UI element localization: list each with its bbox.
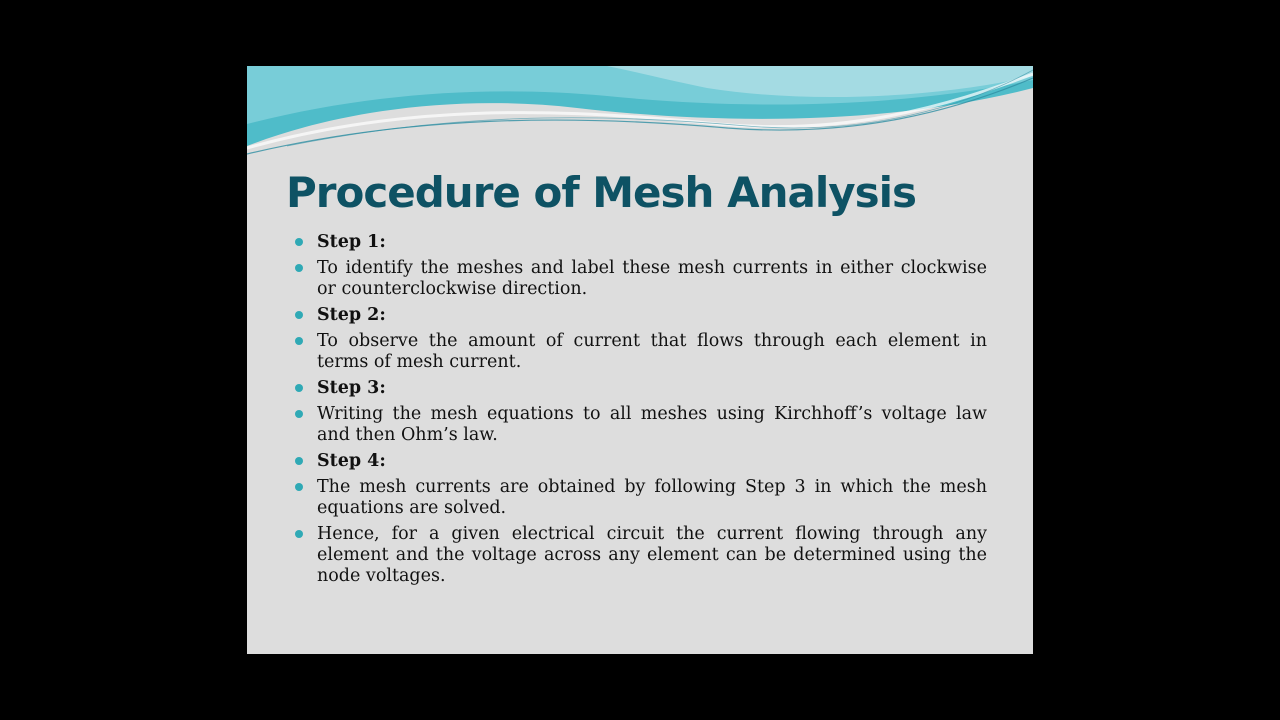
bullet-step-3 (293, 378, 987, 399)
bullet-conclusion (293, 524, 987, 587)
bullet-step-4 (293, 451, 987, 472)
bullet-text: The mesh currents are obtained by following Step 3 in which the mesh equations are solved. (317, 477, 987, 518)
bullet-step-2-description (293, 331, 987, 373)
bullet-text: Hence, for a given electrical circuit the current flowing through any element and the voltage across any element can be determined using the node voltages. (317, 524, 987, 586)
bullet-step-2 (293, 305, 987, 326)
bullet-dot-icon (295, 311, 303, 319)
bullet-dot-icon (295, 530, 303, 538)
slide-title: Procedure of Mesh Analysis (286, 168, 916, 217)
bullet-dot-icon (295, 483, 303, 491)
bullet-text: Step 2: (317, 305, 386, 325)
bullet-text: Step 3: (317, 378, 386, 398)
bullet-dot-icon (295, 384, 303, 392)
presentation-slide (247, 66, 1033, 654)
bullet-step-3-description (293, 404, 987, 446)
bullet-text: Step 4: (317, 451, 386, 471)
bullet-step-1-description (293, 258, 987, 300)
bullet-dot-icon (295, 410, 303, 418)
bullet-text: Step 1: (317, 232, 386, 252)
bullet-dot-icon (295, 337, 303, 345)
bullet-dot-icon (295, 457, 303, 465)
bullet-text: To identify the meshes and label these mesh currents in either clockwise or counterclockwise direction. (317, 258, 987, 299)
bullet-list (293, 232, 987, 592)
bullet-text: Writing the mesh equations to all meshes using Kirchhoff’s voltage law and then Ohm’s law. (317, 404, 987, 445)
bullet-text: To observe the amount of current that flows through each element in terms of mesh current. (317, 331, 987, 372)
bullet-dot-icon (295, 238, 303, 246)
bullet-step-1 (293, 232, 987, 253)
header-wave-decoration (247, 66, 1033, 166)
bullet-step-4-description (293, 477, 987, 519)
bullet-dot-icon (295, 264, 303, 272)
